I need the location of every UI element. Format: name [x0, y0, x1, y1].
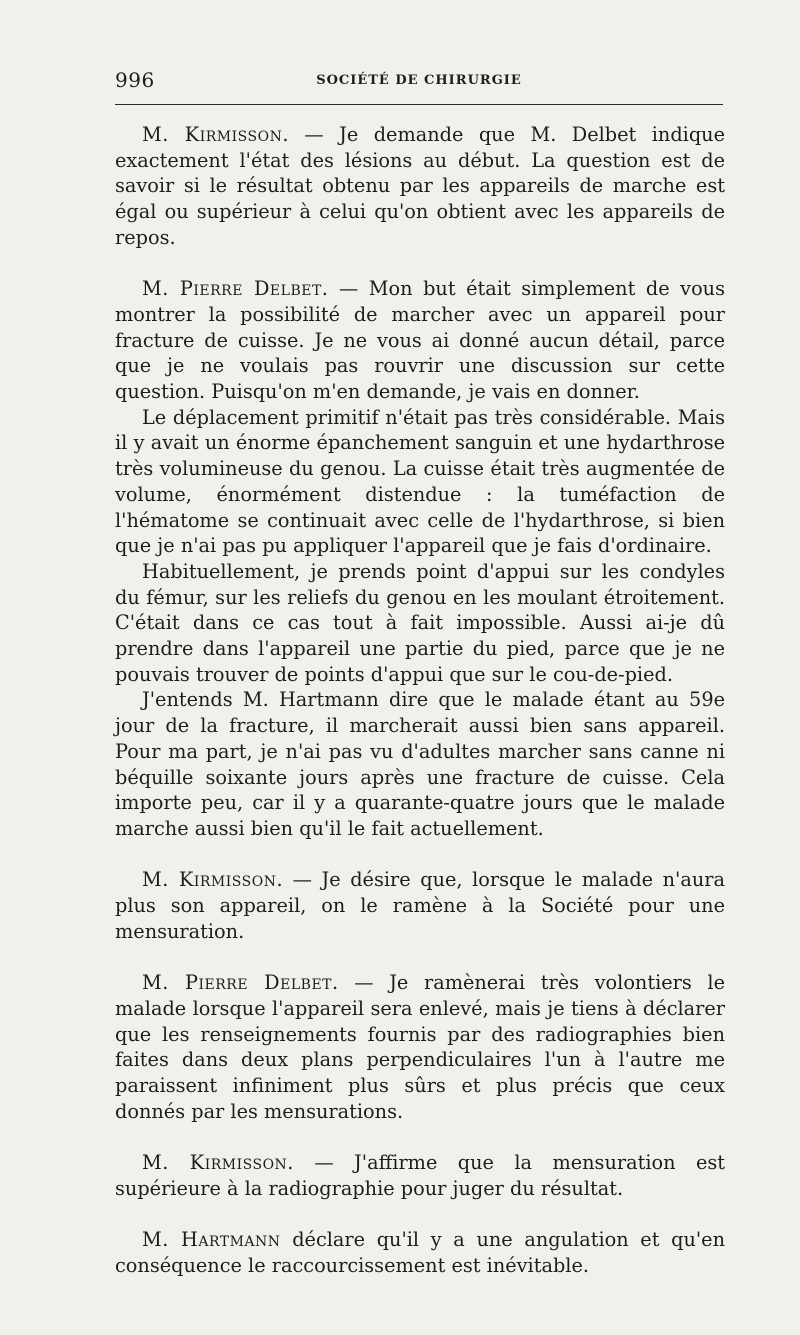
paragraph	[115, 405, 725, 559]
paragraph-text: — Je demande que M. Delbet indique exactement l'état des lésions au début. La question est de savoir si le résultat obtenu par les appareils de marche est égal ou supérieur à celui qu'on obtient avec les appareils de repos.	[115, 123, 725, 249]
speaker-name: M. Kirmisson.	[142, 123, 289, 146]
paragraph	[115, 1227, 725, 1278]
paragraph	[115, 970, 725, 1124]
paragraph-text: Le déplacement primitif n'était pas très considérable. Mais il y avait un énorme épanchement sanguin et une hydarthrose très volumineuse du genou. La cuisse était très augmentée de volume, énormément distendue : la tuméfaction de l'hématome se continuait avec celle de l'hydarthrose, si bien que je n'ai pas pu appliquer l'appareil que je fais d'ordinaire.	[115, 405, 725, 558]
paragraph-text: — Mon but était simplement de vous montrer la possibilité de marcher avec un appareil pour fracture de cuisse. Je ne vous ai donné aucun détail, parce que je ne voulais pas rouvrir une discussion sur cette question. Puisqu'on m'en demande, je vais en donner.	[115, 277, 725, 404]
paragraph-text: — Je ramènerai très volontiers le malade lorsque l'appareil sera enlevé, mais je tiens à déclarer que les renseignements fournis par des radiographies bien faites dans deux plans perpendiculaires l'un à l'autre me paraissent infiniment plus sûrs et plus précis que ceux donnés par les mensurations.	[115, 971, 725, 1123]
speaker-name: M. Pierre Delbet.	[142, 277, 329, 301]
paragraph	[115, 559, 725, 688]
paragraph	[115, 1150, 725, 1201]
speaker-name: M. Pierre Delbet.	[142, 971, 339, 995]
page-header	[115, 68, 723, 98]
paragraph-text: J'entends M. Hartmann dire que le malade étant au 59e jour de la fracture, il marcherait aussi bien sans appareil. Pour ma part, je n'ai pas vu d'adultes marcher sans canne ni béquille soixante jours après une fracture de cuisse. Cela importe peu, car il y a quarante-quatre jours que le malade marche aussi bien qu'il le fait actuellement.	[115, 688, 725, 840]
paragraph-text: — J'affirme que la mensuration est supérieure à la radiographie pour juger du résultat.	[115, 1151, 725, 1200]
paragraph	[115, 122, 725, 251]
header-rule	[115, 104, 723, 105]
paragraph-text: déclare qu'il y a une angulation et qu'en conséquence le raccourcissement est inévitable.	[115, 1228, 725, 1277]
body-text	[115, 122, 725, 1279]
page-number: 996	[115, 68, 155, 92]
speaker-name: M. Kirmisson.	[142, 1151, 294, 1175]
paragraph	[115, 867, 725, 944]
running-title: SOCIÉTÉ DE CHIRURGIE	[316, 73, 522, 88]
paragraph	[115, 687, 725, 841]
paragraph-text: Habituellement, je prends point d'appui sur les condyles du fémur, sur les reliefs du genou en les moulant étroitement. C'était dans ce cas tout à fait impossible. Aussi ai-je dû prendre dans l'appareil une partie du pied, parce que je ne pouvais trouver de points d'appui que sur le cou-de-pied.	[115, 559, 725, 686]
speaker-name: M. Hartmann	[142, 1228, 281, 1252]
paragraph-text: — Je désire que, lorsque le malade n'aura plus son appareil, on le ramène à la Société pour une mensuration.	[115, 868, 725, 943]
paragraph	[115, 276, 725, 405]
speaker-name: M. Kirmisson.	[142, 868, 284, 892]
